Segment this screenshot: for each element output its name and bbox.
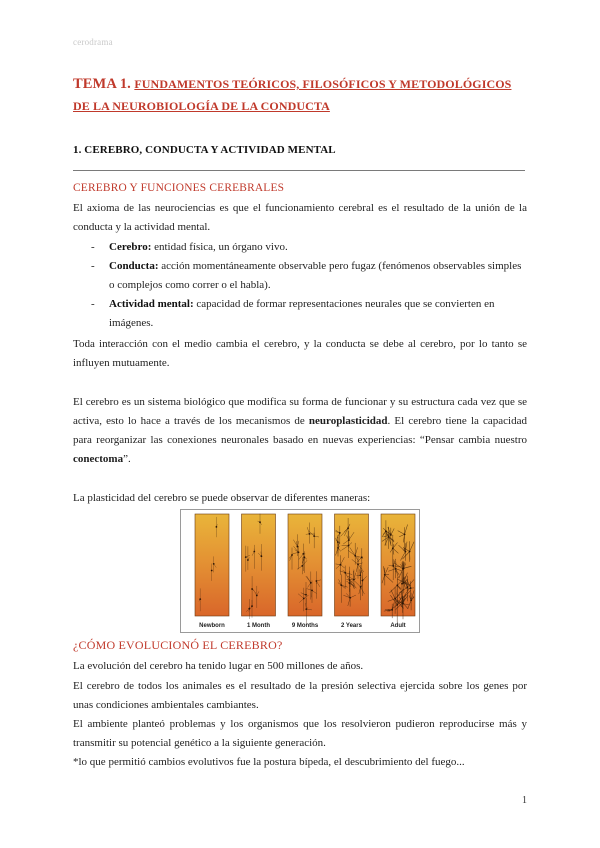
text-run: . El cerebro tiene la capacidad para reorganizar las conexiones neuronales basado en nuevas experiencias: “Pensar cambia nuestro <box>73 415 527 446</box>
neuron-body <box>302 553 304 555</box>
neuron-body <box>313 535 315 537</box>
neuron-body <box>298 551 300 553</box>
neuron-body <box>216 526 218 528</box>
bullet-dash: - <box>91 298 95 310</box>
paragraph-neuroplasticity <box>73 393 527 469</box>
neuron-body <box>245 556 247 558</box>
neuron-body <box>396 604 398 606</box>
paragraph-evolution-time: La evolución del cerebro ha tenido lugar en 500 millones de años. <box>73 660 364 672</box>
list-item <box>73 257 527 295</box>
term-connectome: conectoma <box>73 453 124 465</box>
text-run: ”. <box>123 453 131 465</box>
neuron-body <box>305 608 307 610</box>
term: Cerebro: <box>109 241 152 253</box>
neuron-body <box>348 545 350 547</box>
bullet-dash: - <box>91 241 95 253</box>
neuron-body <box>359 574 361 576</box>
neuron-body <box>401 583 403 585</box>
paragraph-figure-intro: La plasticidad del cerebro se puede observar de diferentes maneras: <box>73 492 371 504</box>
definition: acción momentáneamente observable pero fugaz (fenómenos observables simples o complejos como correr o el habla). <box>109 260 522 291</box>
neuron-body <box>251 605 253 607</box>
panel-label: Newborn <box>199 623 225 629</box>
neuron-body <box>199 598 201 600</box>
neuron-body <box>256 595 258 597</box>
section-divider <box>73 170 525 171</box>
development-panel <box>242 514 276 629</box>
neuron-body <box>337 541 339 543</box>
neuron-body <box>402 603 404 605</box>
paragraph-selective-pressure: El cerebro de todos los animales es el resultado de la presión selectiva ejercida sobre los genes por unas condiciones ambientales cambiantes. <box>73 680 527 711</box>
chapter-number: TEMA 1. <box>73 76 131 92</box>
neuron-body <box>340 584 342 586</box>
header-watermark: cerodrama <box>73 37 113 47</box>
paragraph-environment: El ambiente planteó problemas y los organismos que los resolvieron pudieron reproducirse más y transmitir su potencial genético a la siguiente generación. <box>73 718 527 749</box>
neuron-body <box>410 600 412 602</box>
neuron-body <box>384 574 386 576</box>
subsection-heading-evolution: ¿CÓMO EVOLUCIONÓ EL CEREBRO? <box>73 638 283 652</box>
neuron-body <box>303 598 305 600</box>
chapter-title <box>73 73 533 117</box>
panel-label: 2 Years <box>341 623 362 629</box>
term: Conducta: <box>109 260 159 272</box>
neuron-body <box>340 564 342 566</box>
neuron-body <box>213 563 215 565</box>
brain-development-figure <box>180 509 420 633</box>
neuron-body <box>388 536 390 538</box>
panel-label: Adult <box>390 623 406 629</box>
neuron-body <box>291 554 293 556</box>
neuron-body <box>404 534 406 536</box>
neuron-body <box>310 582 312 584</box>
bullet-dash: - <box>91 260 95 272</box>
section-title: 1. CEREBRO, CONDUCTA Y ACTIVIDAD MENTAL <box>73 144 336 156</box>
neuron-body <box>259 521 261 523</box>
neuron-body <box>362 580 364 582</box>
panel-background <box>288 514 322 616</box>
chapter-title-line2: DE LA NEUROBIOLOGÍA DE LA CONDUCTA <box>73 99 330 113</box>
neuron-body <box>410 587 412 589</box>
neuron-body <box>361 556 363 558</box>
development-panel <box>195 514 229 629</box>
definition-list <box>73 238 527 333</box>
term-neuroplasticity: neuroplasticidad <box>308 415 388 427</box>
neuron-body <box>305 594 307 596</box>
neuron-body <box>395 568 397 570</box>
neuron-body <box>211 570 213 572</box>
panel-label: 9 Months <box>291 623 319 629</box>
neuron-body <box>339 532 341 534</box>
panel-label: 1 Month <box>247 623 270 629</box>
neuron-body <box>392 547 394 549</box>
neuron-body <box>304 556 306 558</box>
neuron-body <box>347 527 349 529</box>
paragraph-evolution-note: *lo que permitió cambios evolutivos fue la postura bípeda, el descubrimiento del fuego... <box>73 756 465 768</box>
paragraph-axiom: El axioma de las neurociencias es que el funcionamiento cerebral es el resultado de la unión de la conducta y la actividad mental. <box>73 202 527 233</box>
neuron-body <box>360 586 362 588</box>
neuron-body <box>297 546 299 548</box>
neuron-growth-illustration <box>181 510 419 632</box>
list-item <box>73 238 527 257</box>
neuron-body <box>357 563 359 565</box>
neuron-body <box>301 565 303 567</box>
text-run: El cerebro es un sistema biológico que modifica su forma de funcionar y su estructura cada vez que se activa, esto lo hace a través de los mecanismos de <box>73 396 527 427</box>
neuron-body <box>409 551 411 553</box>
development-panel <box>381 514 415 629</box>
neuron-body <box>349 597 351 599</box>
page-number: 1 <box>522 795 527 806</box>
neuron-body <box>392 565 394 567</box>
list-item <box>73 295 527 333</box>
neuron-body <box>396 584 398 586</box>
neuron-body <box>394 598 396 600</box>
neuron-body <box>405 551 407 553</box>
neuron-body <box>251 588 253 590</box>
development-panel <box>288 514 322 629</box>
term: Actividad mental: <box>109 298 194 310</box>
neuron-body <box>247 559 249 561</box>
neuron-body <box>316 580 318 582</box>
subsection-heading-brain-functions: CEREBRO Y FUNCIONES CEREBRALES <box>73 182 285 194</box>
neuron-body <box>407 586 409 588</box>
definition: capacidad de formar representaciones neurales que se convierten en imágenes. <box>109 298 495 329</box>
neuron-body <box>253 551 255 553</box>
neuron-body <box>309 533 311 535</box>
neuron-body <box>385 530 387 532</box>
neuron-body <box>349 582 351 584</box>
neuron-body <box>311 590 313 592</box>
neuron-body <box>402 568 404 570</box>
panel-background <box>242 514 276 616</box>
paragraph-interaction: Toda interacción con el medio cambia el cerebro, y la conducta se debe al cerebro, por lo tanto se influyen mutuamente. <box>73 338 527 369</box>
definition: entidad física, un órgano vivo. <box>151 241 288 253</box>
neuron-body <box>261 555 263 557</box>
development-panel <box>335 514 369 629</box>
neuron-body <box>354 555 356 557</box>
chapter-title-line1: FUNDAMENTOS TEÓRICOS, FILOSÓFICOS Y METODOLÓGICOS <box>134 77 512 91</box>
